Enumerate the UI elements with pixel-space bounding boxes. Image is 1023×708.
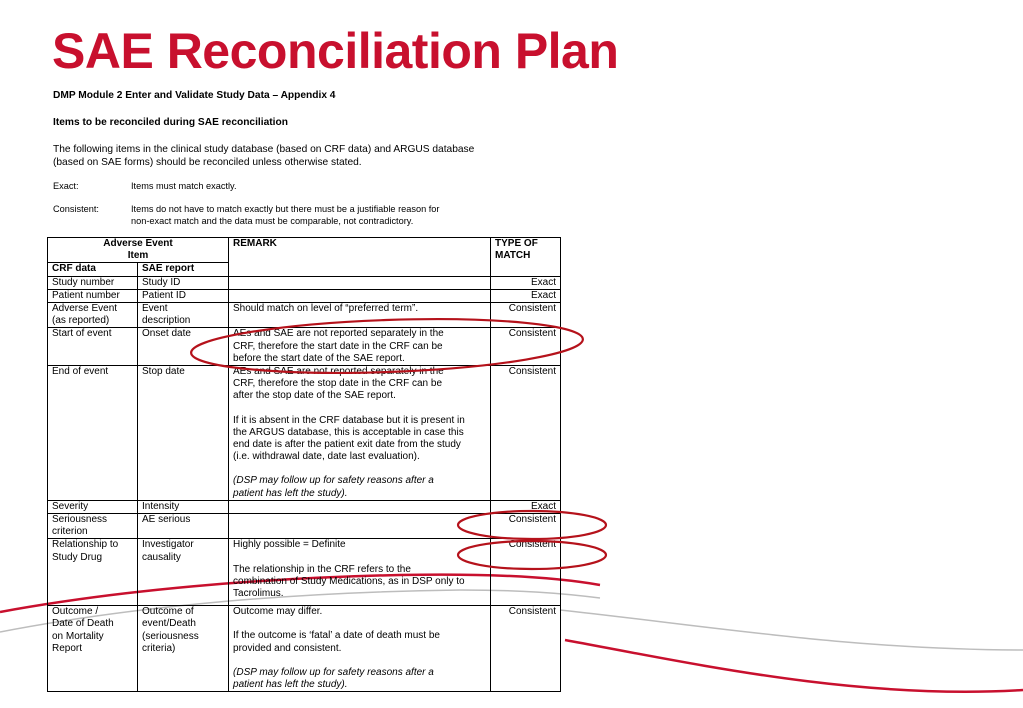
header-sae-report: SAE report (138, 263, 229, 276)
crf-cell: Outcome / Date of Death on Mortality Report (48, 606, 138, 692)
swoosh-right-red (565, 640, 1023, 692)
header-adverse-event: Adverse Event Item (48, 238, 229, 263)
crf-cell: Patient number (48, 289, 138, 302)
header-type-of-match: TYPE OF MATCH (491, 238, 561, 277)
consistent-definition-line-2: non-exact match and the data must be comparable, not contradictory. (131, 216, 414, 226)
sae-cell: Onset date (138, 328, 229, 366)
table-row (48, 514, 561, 539)
crf-cell: Adverse Event (as reported) (48, 303, 138, 328)
remark-cell (229, 289, 491, 302)
remark-cell: Should match on level of “preferred term”. (229, 303, 491, 328)
match-type-cell: Exact (491, 276, 561, 289)
table-header-row (48, 238, 561, 263)
table-row (48, 276, 561, 289)
swoosh-right-grey (560, 610, 1023, 650)
crf-cell: Start of event (48, 328, 138, 366)
match-type-cell: Consistent (491, 366, 561, 501)
slide-title: SAE Reconciliation Plan (52, 23, 619, 79)
match-type-cell: Consistent (491, 539, 561, 606)
remark-cell: AEs and SAE are not reported separately in the CRF, therefore the start date in the CRF can be before the start date of the SAE report. (229, 328, 491, 366)
sae-cell: Study ID (138, 276, 229, 289)
document-subheading: Items to be reconciled during SAE reconciliation (53, 117, 288, 128)
intro-line-2: (based on SAE forms) should be reconciled unless otherwise stated. (53, 157, 362, 168)
document-heading: DMP Module 2 Enter and Validate Study Data – Appendix 4 (53, 90, 336, 101)
remark-cell (229, 276, 491, 289)
remark-cell (229, 514, 491, 539)
crf-cell: Relationship to Study Drug (48, 539, 138, 606)
exact-label: Exact: (53, 181, 79, 191)
remark-cell: Outcome may differ. If the outcome is ‘fatal’ a date of death must be provided and consistent. (DSP may follow up for safety reasons after a patient has left the study). (229, 606, 491, 692)
crf-cell: Severity (48, 500, 138, 513)
reconciliation-table (47, 237, 561, 692)
table-row (48, 303, 561, 328)
sae-cell: Stop date (138, 366, 229, 501)
sae-cell: AE serious (138, 514, 229, 539)
sae-cell: Outcome of event/Death (seriousness criteria) (138, 606, 229, 692)
table-row (48, 328, 561, 366)
table-row (48, 289, 561, 302)
remark-cell: Highly possible = Definite The relationship in the CRF refers to the combination of Study Medications, as in DSP only to Tacrolimus. (229, 539, 491, 606)
match-type-cell: Consistent (491, 303, 561, 328)
crf-cell: Study number (48, 276, 138, 289)
crf-cell: Seriousness criterion (48, 514, 138, 539)
match-type-cell: Exact (491, 289, 561, 302)
remark-cell: AEs and SAE are not reported separately in the CRF, therefore the stop date in the CRF can be after the stop date of the SAE report. If it is absent in the CRF database but it is present in the ARGUS database, this is acceptable in case this end date is after the patient exit date from the study (i.e. withdrawal date, date last evaluation). (DSP may follow up for safety reasons after a patient has left the study). (229, 366, 491, 501)
table-row (48, 366, 561, 501)
table-row (48, 500, 561, 513)
table-row (48, 539, 561, 606)
remark-cell (229, 500, 491, 513)
match-type-cell: Consistent (491, 328, 561, 366)
consistent-definition-line-1: Items do not have to match exactly but there must be a justifiable reason for (131, 204, 440, 214)
table-row (48, 606, 561, 692)
sae-cell: Patient ID (138, 289, 229, 302)
consistent-label: Consistent: (53, 204, 99, 214)
header-remark: REMARK (229, 238, 491, 277)
intro-line-1: The following items in the clinical study database (based on CRF data) and ARGUS database (53, 144, 475, 155)
sae-cell: Investigator causality (138, 539, 229, 606)
crf-cell: End of event (48, 366, 138, 501)
match-type-cell: Consistent (491, 606, 561, 692)
match-type-cell: Exact (491, 500, 561, 513)
match-type-cell: Consistent (491, 514, 561, 539)
sae-cell: Intensity (138, 500, 229, 513)
exact-definition: Items must match exactly. (131, 181, 237, 191)
sae-cell: Event description (138, 303, 229, 328)
header-crf-data: CRF data (48, 263, 138, 276)
